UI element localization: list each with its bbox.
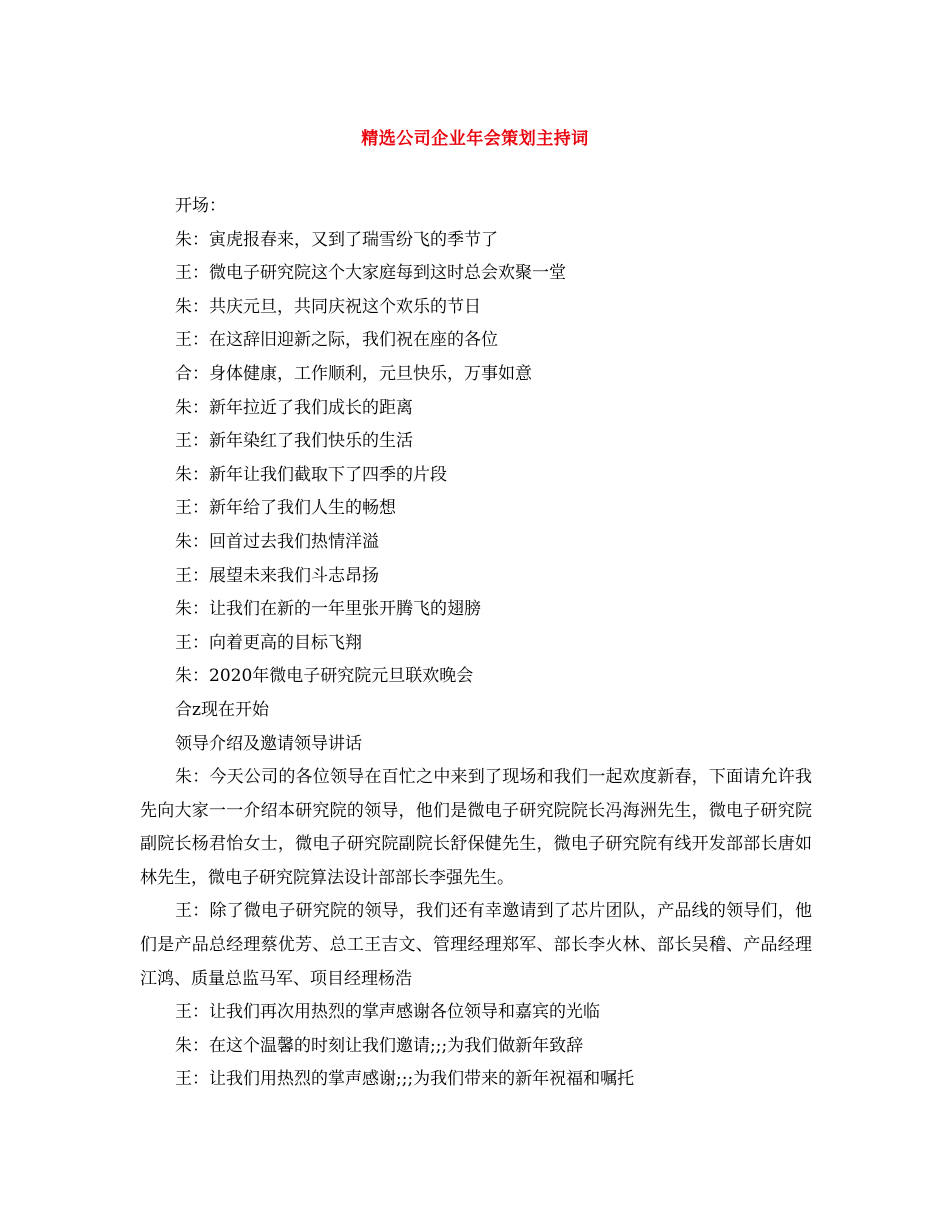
document-title: 精选公司企业年会策划主持词: [361, 129, 589, 149]
text-line: 朱：让我们在新的一年里张开腾飞的翅膀: [175, 599, 481, 620]
text-line: 王：展望未来我们斗志昂扬: [175, 565, 379, 586]
paragraph: 朱：今天公司的各位领导在百忙之中来到了现场和我们一起欢度新春，下面请允许我先向大家一一介绍本研究院的领导，他们是微电子研究院院长冯海洲先生，微电子研究院副院长杨君怡女士，微电子研究院副院长舒保健先生，微电子研究院有线开发部部长唐如林先生，微电子研究院算法设计部部长李强先生。: [140, 767, 812, 888]
text-line: 朱：寅虎报春来，又到了瑞雪纷飞的季节了: [175, 229, 498, 250]
text-line: 王：微电子研究院这个大家庭每到这时总会欢聚一堂: [175, 263, 566, 284]
text-line: 合z现在开始: [175, 699, 269, 720]
text-line: 王：向着更高的目标飞翔: [175, 632, 362, 653]
document-body: [140, 190, 812, 1097]
text-line: 朱：在这个温馨的时刻让我们邀请;;;为我们做新年致辞: [175, 1035, 584, 1056]
text-line: 合：身体健康，工作顺利，元旦快乐，万事如意: [175, 363, 532, 384]
text-line: 朱：共庆元旦，共同庆祝这个欢乐的节日: [175, 296, 481, 317]
text-line: 王：新年染红了我们快乐的生活: [175, 431, 413, 452]
text-line: 开场：: [175, 196, 226, 216]
text-line: 朱：回首过去我们热情洋溢: [175, 531, 379, 552]
text-line: 王：让我们再次用热烈的掌声感谢各位领导和嘉宾的光临: [175, 1002, 600, 1023]
text-line: 朱：新年让我们截取下了四季的片段: [175, 464, 447, 485]
text-line: 领导介绍及邀请领导讲话: [175, 733, 362, 754]
text-line: 王：让我们用热烈的掌声感谢;;;为我们带来的新年祝福和嘱托: [175, 1069, 635, 1090]
paragraph: 王：除了微电子研究院的领导，我们还有幸邀请到了芯片团队，产品线的领导们，他们是产品总经理蔡优芳、总工王吉文、管理经理郑军、部长李火林、部长吴稽、产品经理江鸿、质量总监马军、项目经理杨浩: [140, 901, 812, 989]
text-line: 王：在这辞旧迎新之际，我们祝在座的各位: [175, 330, 498, 351]
text-line: 朱：2020年微电子研究院元旦联欢晚会: [175, 666, 474, 687]
text-line: 王：新年给了我们人生的畅想: [175, 498, 396, 519]
text-line: 朱：新年拉近了我们成长的距离: [175, 397, 413, 418]
